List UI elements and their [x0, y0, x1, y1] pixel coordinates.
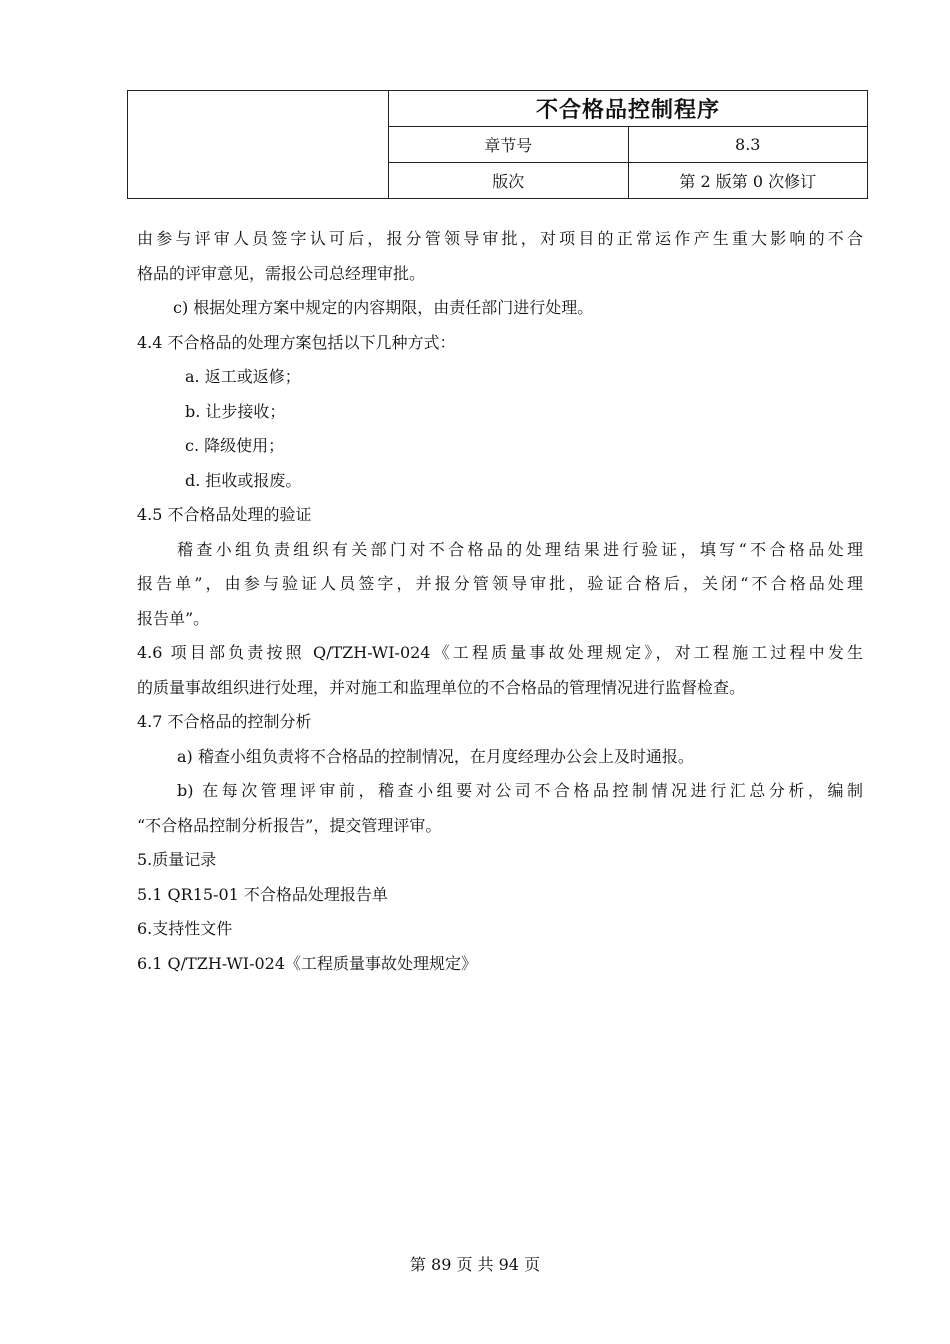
section-heading-4-7: 4.7 不合格品的控制分析 [137, 712, 312, 731]
document-title: 不合格品控制程序 [389, 91, 868, 127]
section-heading-5: 5.质量记录 [137, 850, 217, 869]
body-line: 稽查小组负责组织有关部门对不合格品的处理结果进行验证，填写“不合格品处理 [177, 539, 863, 559]
body-line: 报告单”。 [137, 608, 210, 628]
header-logo-cell [128, 91, 389, 199]
chapter-number-value: 8.3 [628, 127, 868, 163]
body-line: 格品的评审意见，需报公司总经理审批。 [137, 263, 426, 283]
list-item: d. 拒收或报废。 [185, 470, 302, 490]
body-line: 的质量事故组织进行处理，并对施工和监理单位的不合格品的管理情况进行监督检查。 [137, 677, 746, 697]
body-line: “不合格品控制分析报告”，提交管理评审。 [137, 815, 442, 835]
section-heading-6: 6.支持性文件 [137, 919, 233, 938]
revision-label: 版次 [389, 163, 629, 199]
list-item: b. 让步接收； [185, 401, 286, 421]
body-line: 报告单”，由参与验证人员签字，并报分管领导审批，验证合格后，关闭“不合格品处理 [137, 574, 863, 593]
document-body [137, 222, 863, 981]
section-heading-4-5: 4.5 不合格品处理的验证 [137, 505, 312, 524]
list-item: c. 降级使用； [185, 436, 285, 455]
body-line: c) 根据处理方案中规定的内容期限，由责任部门进行处理。 [173, 298, 594, 317]
body-line: b) 在每次管理评审前，稽查小组要对公司不合格品控制情况进行汇总分析，编制 [177, 781, 863, 800]
body-line: 6.1 Q/TZH-WI-024《工程质量事故处理规定》 [137, 953, 478, 973]
page-number-footer: 第 89 页 共 94 页 [409, 1255, 541, 1274]
list-item: a. 返工或返修； [185, 367, 301, 386]
section-heading-4-6: 4.6 项目部负责按照 Q/TZH-WI-024《工程质量事故处理规定》，对工程施工过程中发生 [137, 643, 863, 662]
body-line: 由参与评审人员签字认可后，报分管领导审批，对项目的正常运作产生重大影响的不合 [137, 229, 863, 248]
section-heading-4-4: 4.4 不合格品的处理方案包括以下几种方式： [137, 332, 456, 352]
document-header-table [127, 90, 868, 199]
body-line: 5.1 QR15-01 不合格品处理报告单 [137, 884, 388, 904]
body-line: a) 稽查小组负责将不合格品的控制情况，在月度经理办公会上及时通报。 [177, 746, 694, 766]
revision-value: 第 2 版第 0 次修订 [628, 163, 868, 199]
chapter-number-label: 章节号 [389, 127, 629, 163]
